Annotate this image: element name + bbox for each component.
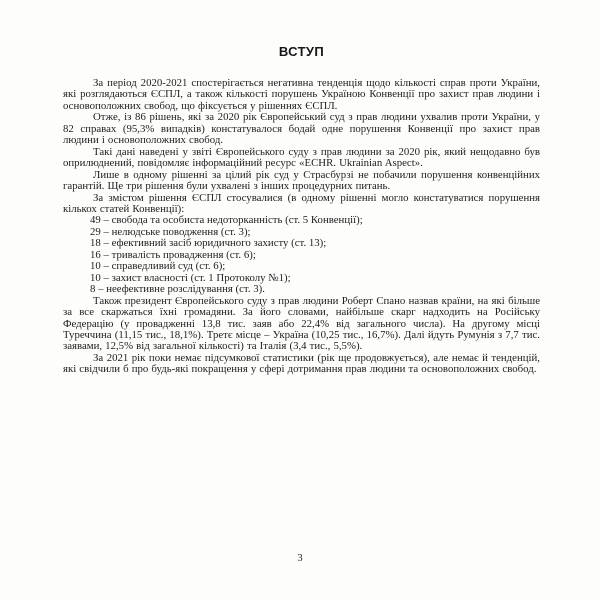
list-item-proceedings-length: 16 – тривалість провадження (ст. 6);	[90, 248, 256, 261]
list-item-investigation: 8 – неефективне розслідування (ст. 3).	[90, 283, 265, 296]
list-item-fair-trial: 10 – справедливий суд (ст. 6);	[90, 260, 226, 273]
paragraph-strasbourg: Лише в одному рішенні за цілий рік суд у Страсбурзі не побачили порушення конвенційних гарантій. Ще три рішення були ухвалені з інших процедурних питань.	[63, 168, 540, 193]
list-item-property: 10 – захист власності (ст. 1 Протоколу №1);	[90, 271, 291, 284]
page-number: 3	[297, 553, 303, 564]
paragraph-period-trend: За період 2020-2021 спостерігається негативна тенденція щодо кількості справ проти України, які розглядаються ЄСПЛ, а також кількості порушень Україною Конвенції про захист прав людини і основоположних свобод, що фіксується у рішеннях ЄСПЛ.	[63, 77, 540, 112]
page-content	[63, 44, 540, 376]
paragraph-2020-rulings: Отже, із 86 рішень, які за 2020 рік Європейський суд з прав людини ухвалив проти України, у 82 справах (95,3% випадків) констатувалося бодай одне порушення Конвенції про захист прав людини і основоположних свобод.	[63, 111, 540, 147]
paragraph-echr-report: Такі дані наведені у звіті Європейського суду з прав людини за 2020 рік, який нещодавно був оприлюднений, повідомляє інформаційний ресурс «ECHR. Ukrainian Aspect».	[63, 145, 540, 170]
paragraph-list-intro: За змістом рішення ЄСПЛ стосувалися (в одному рішенні могло констатуватися порушення кількох статей Конвенції):	[63, 191, 540, 215]
paragraph-spano-countries: Також президент Європейського суду з прав людини Роберт Спано назвав країни, на які більше за все скаржаться їхні громадяни. За його словами, найбільше скарг надходить на Російську Федерацію (у провадженні 13,8 тис. заяв або 22,4% від загального числа). На другому місці Туреччина (11,15 тис., 18,1%). Третє місце – Україна (10,25 тис., 16,7%). Далі йдуть Румунія з 7,7 тис. заявами, 12,5% від загальної кількості) та Італія (3,4 тис., 5,5%).	[63, 294, 540, 353]
list-item-inhuman-treatment: 29 – нелюдське поводження (ст. 3);	[90, 225, 251, 238]
page-title: ВСТУП	[278, 44, 325, 59]
paragraph-2021-outlook: За 2021 рік поки немає підсумкової статистики (рік ще продовжується), але немає й тенденцій, які свідчили б про будь-які покращення у сфері дотримання прав людини та основоположних свобод.	[63, 351, 540, 376]
violations-list	[63, 215, 540, 295]
list-item-effective-remedy: 18 – ефективний засіб юридичного захисту (ст. 13);	[90, 237, 327, 250]
list-item-liberty: 49 – свобода та особиста недоторканність (ст. 5 Конвенції);	[90, 214, 363, 227]
